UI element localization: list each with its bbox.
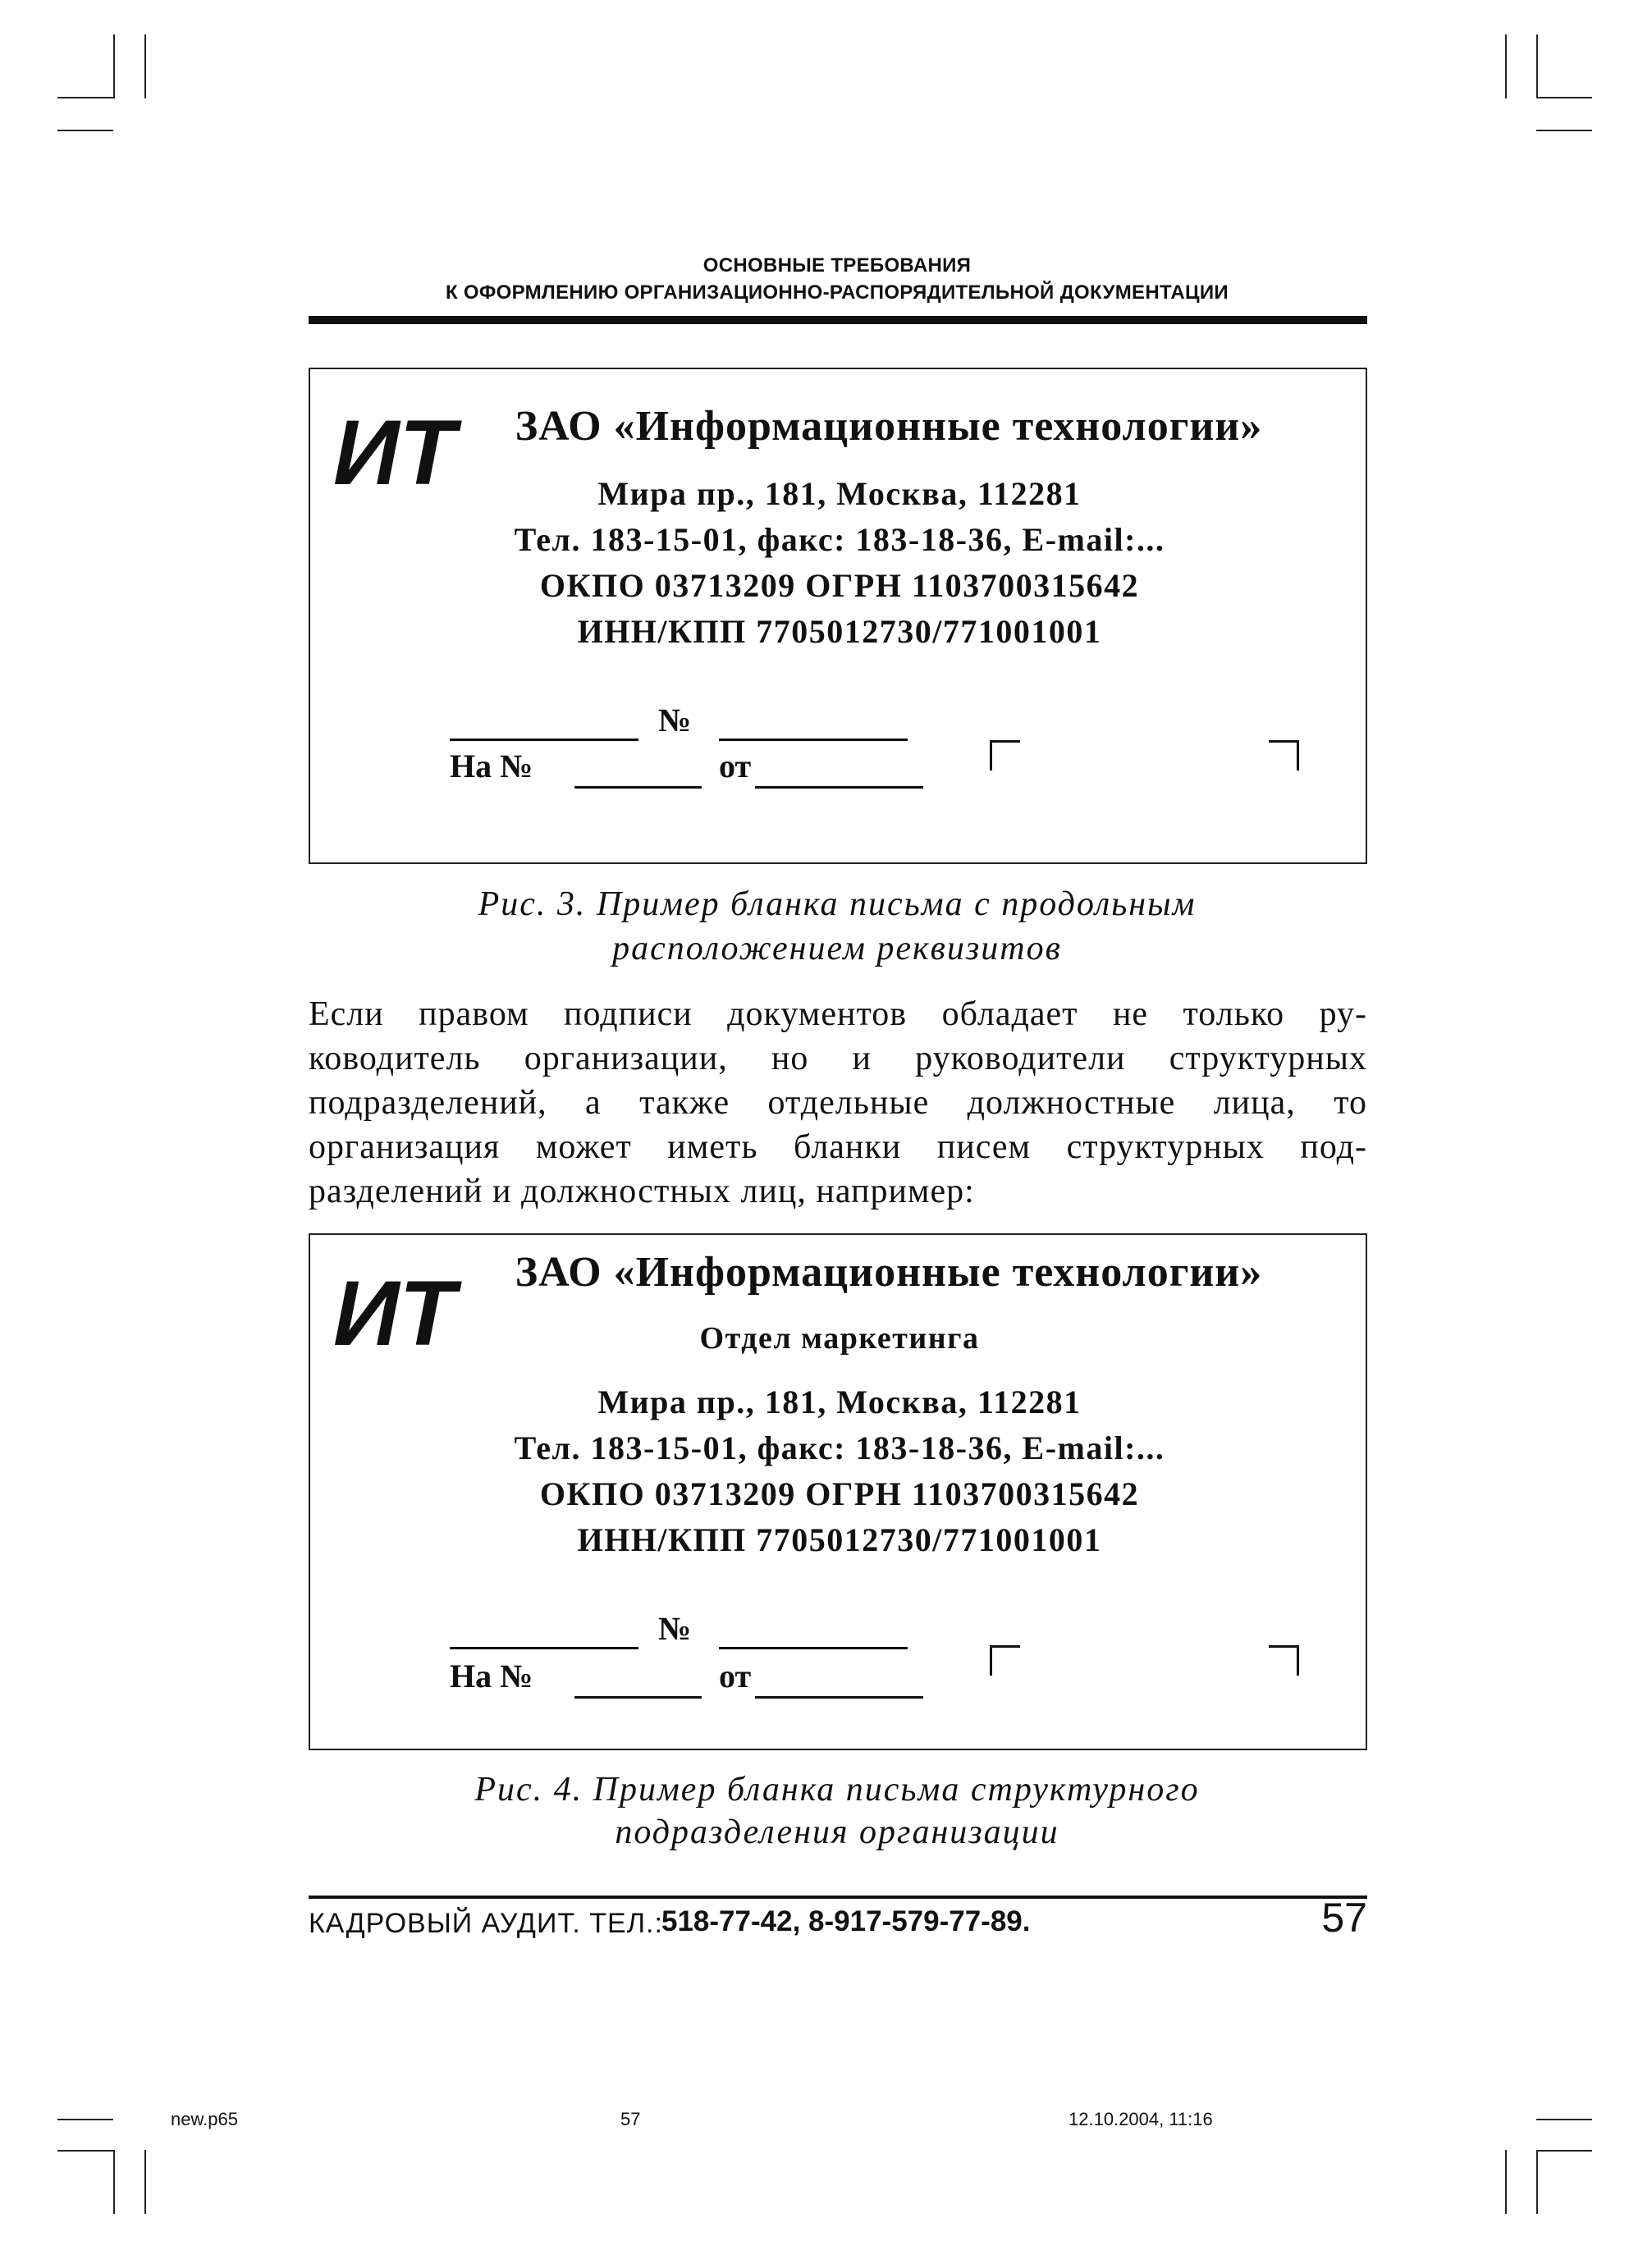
footer-label: КАДРОВЫЙ АУДИТ. ТЕЛ.: [309,1908,663,1939]
company-okpo: ОКПО 03713209 ОГРН 1103700315642 [539,1475,1140,1512]
address-corner-left [990,740,1020,771]
crop-mark [1505,34,1507,98]
figure-caption-3-line1: Рис. 3. Пример бланка письма с продольным [478,885,1197,923]
reference-date-line [755,786,923,789]
footer-rule [309,1896,1367,1899]
figure-caption-3-line2: расположением реквизитов [612,930,1062,967]
crop-mark [57,2150,113,2152]
number-label: № [658,1610,692,1647]
crop-mark [1536,2150,1538,2214]
address-corner-right [1269,1645,1299,1676]
page-number: 57 [1321,1895,1367,1941]
slug-datetime: 12.10.2004, 11:16 [1069,2109,1213,2129]
reference-number-line [574,786,702,789]
address-corner-left [990,1645,1020,1676]
reference-date-label: от [719,1658,752,1694]
company-name: ЗАО «Информационные технологии» [515,403,1263,450]
crop-mark [144,34,146,98]
company-address: Мира пр., 181, Москва, 112281 [597,1383,1082,1420]
body-paragraph-line: организация может иметь бланки писем структурных под- [309,1128,1367,1166]
running-header-line2: К ОФОРМЛЕНИЮ ОРГАНИЗАЦИОННО-РАСПОРЯДИТЕЛЬНОЙ ДОКУМЕНТАЦИИ [446,281,1229,304]
crop-mark [1536,130,1592,131]
company-name: ЗАО «Информационные технологии» [515,1249,1263,1296]
number-label: № [658,702,692,739]
company-inn: ИНН/КПП 7705012730/771001001 [577,1521,1102,1558]
number-line [719,739,908,741]
date-line [450,739,638,741]
svg-text:ИТ: ИТ [333,1262,455,1365]
crop-mark [1505,2150,1507,2214]
figure-caption-4-line2: подразделения организации [615,1813,1059,1851]
body-paragraph-line: разделений и должностных лиц, например: [309,1173,975,1210]
crop-mark [1536,34,1538,98]
body-paragraph-line: ководитель организации, но и руководители структурных [309,1040,1367,1077]
date-line [450,1647,638,1649]
crop-mark [1536,97,1592,98]
body-paragraph-line: Если правом подписи документов обладает не только ру- [309,995,1367,1033]
reference-number-label: На № [450,748,533,784]
crop-mark [1536,2119,1592,2120]
address-corner-right [1269,740,1299,771]
company-address: Мира пр., 181, Москва, 112281 [597,475,1082,512]
reference-number-line [574,1696,702,1699]
reference-number-label: На № [450,1658,533,1694]
crop-mark [144,2150,146,2214]
crop-mark [57,130,113,131]
reference-date-label: от [719,748,752,784]
letterhead-sample-2 [309,1233,1367,1750]
crop-mark [57,97,113,98]
company-contacts: Тел. 183-15-01, факс: 183-18-36, E-mail:... [514,521,1165,558]
company-contacts: Тел. 183-15-01, факс: 183-18-36, E-mail:... [514,1429,1165,1466]
slug-page: 57 [620,2109,641,2129]
slug-filename: new.p65 [171,2109,238,2129]
header-rule [309,316,1367,324]
company-okpo: ОКПО 03713209 ОГРН 1103700315642 [539,567,1140,604]
running-header-line1: ОСНОВНЫЕ ТРЕБОВАНИЯ [702,254,972,277]
reference-date-line [755,1696,923,1699]
number-line [719,1647,908,1649]
crop-mark [1536,2150,1592,2152]
company-inn: ИНН/КПП 7705012730/771001001 [577,613,1102,650]
footer-phones: 518-77-42, 8-917-579-77-89. [661,1905,1031,1937]
letterhead-sample-1 [309,368,1367,864]
body-paragraph-line: подразделений, а также отдельные должностные лица, то [309,1084,1367,1122]
crop-mark [113,34,115,98]
svg-text:ИТ: ИТ [333,401,455,504]
department-name: Отдел маркетинга [699,1321,980,1356]
figure-caption-4-line1: Рис. 4. Пример бланка письма структурного [474,1771,1200,1809]
crop-mark [113,2150,115,2214]
crop-mark [57,2119,113,2120]
